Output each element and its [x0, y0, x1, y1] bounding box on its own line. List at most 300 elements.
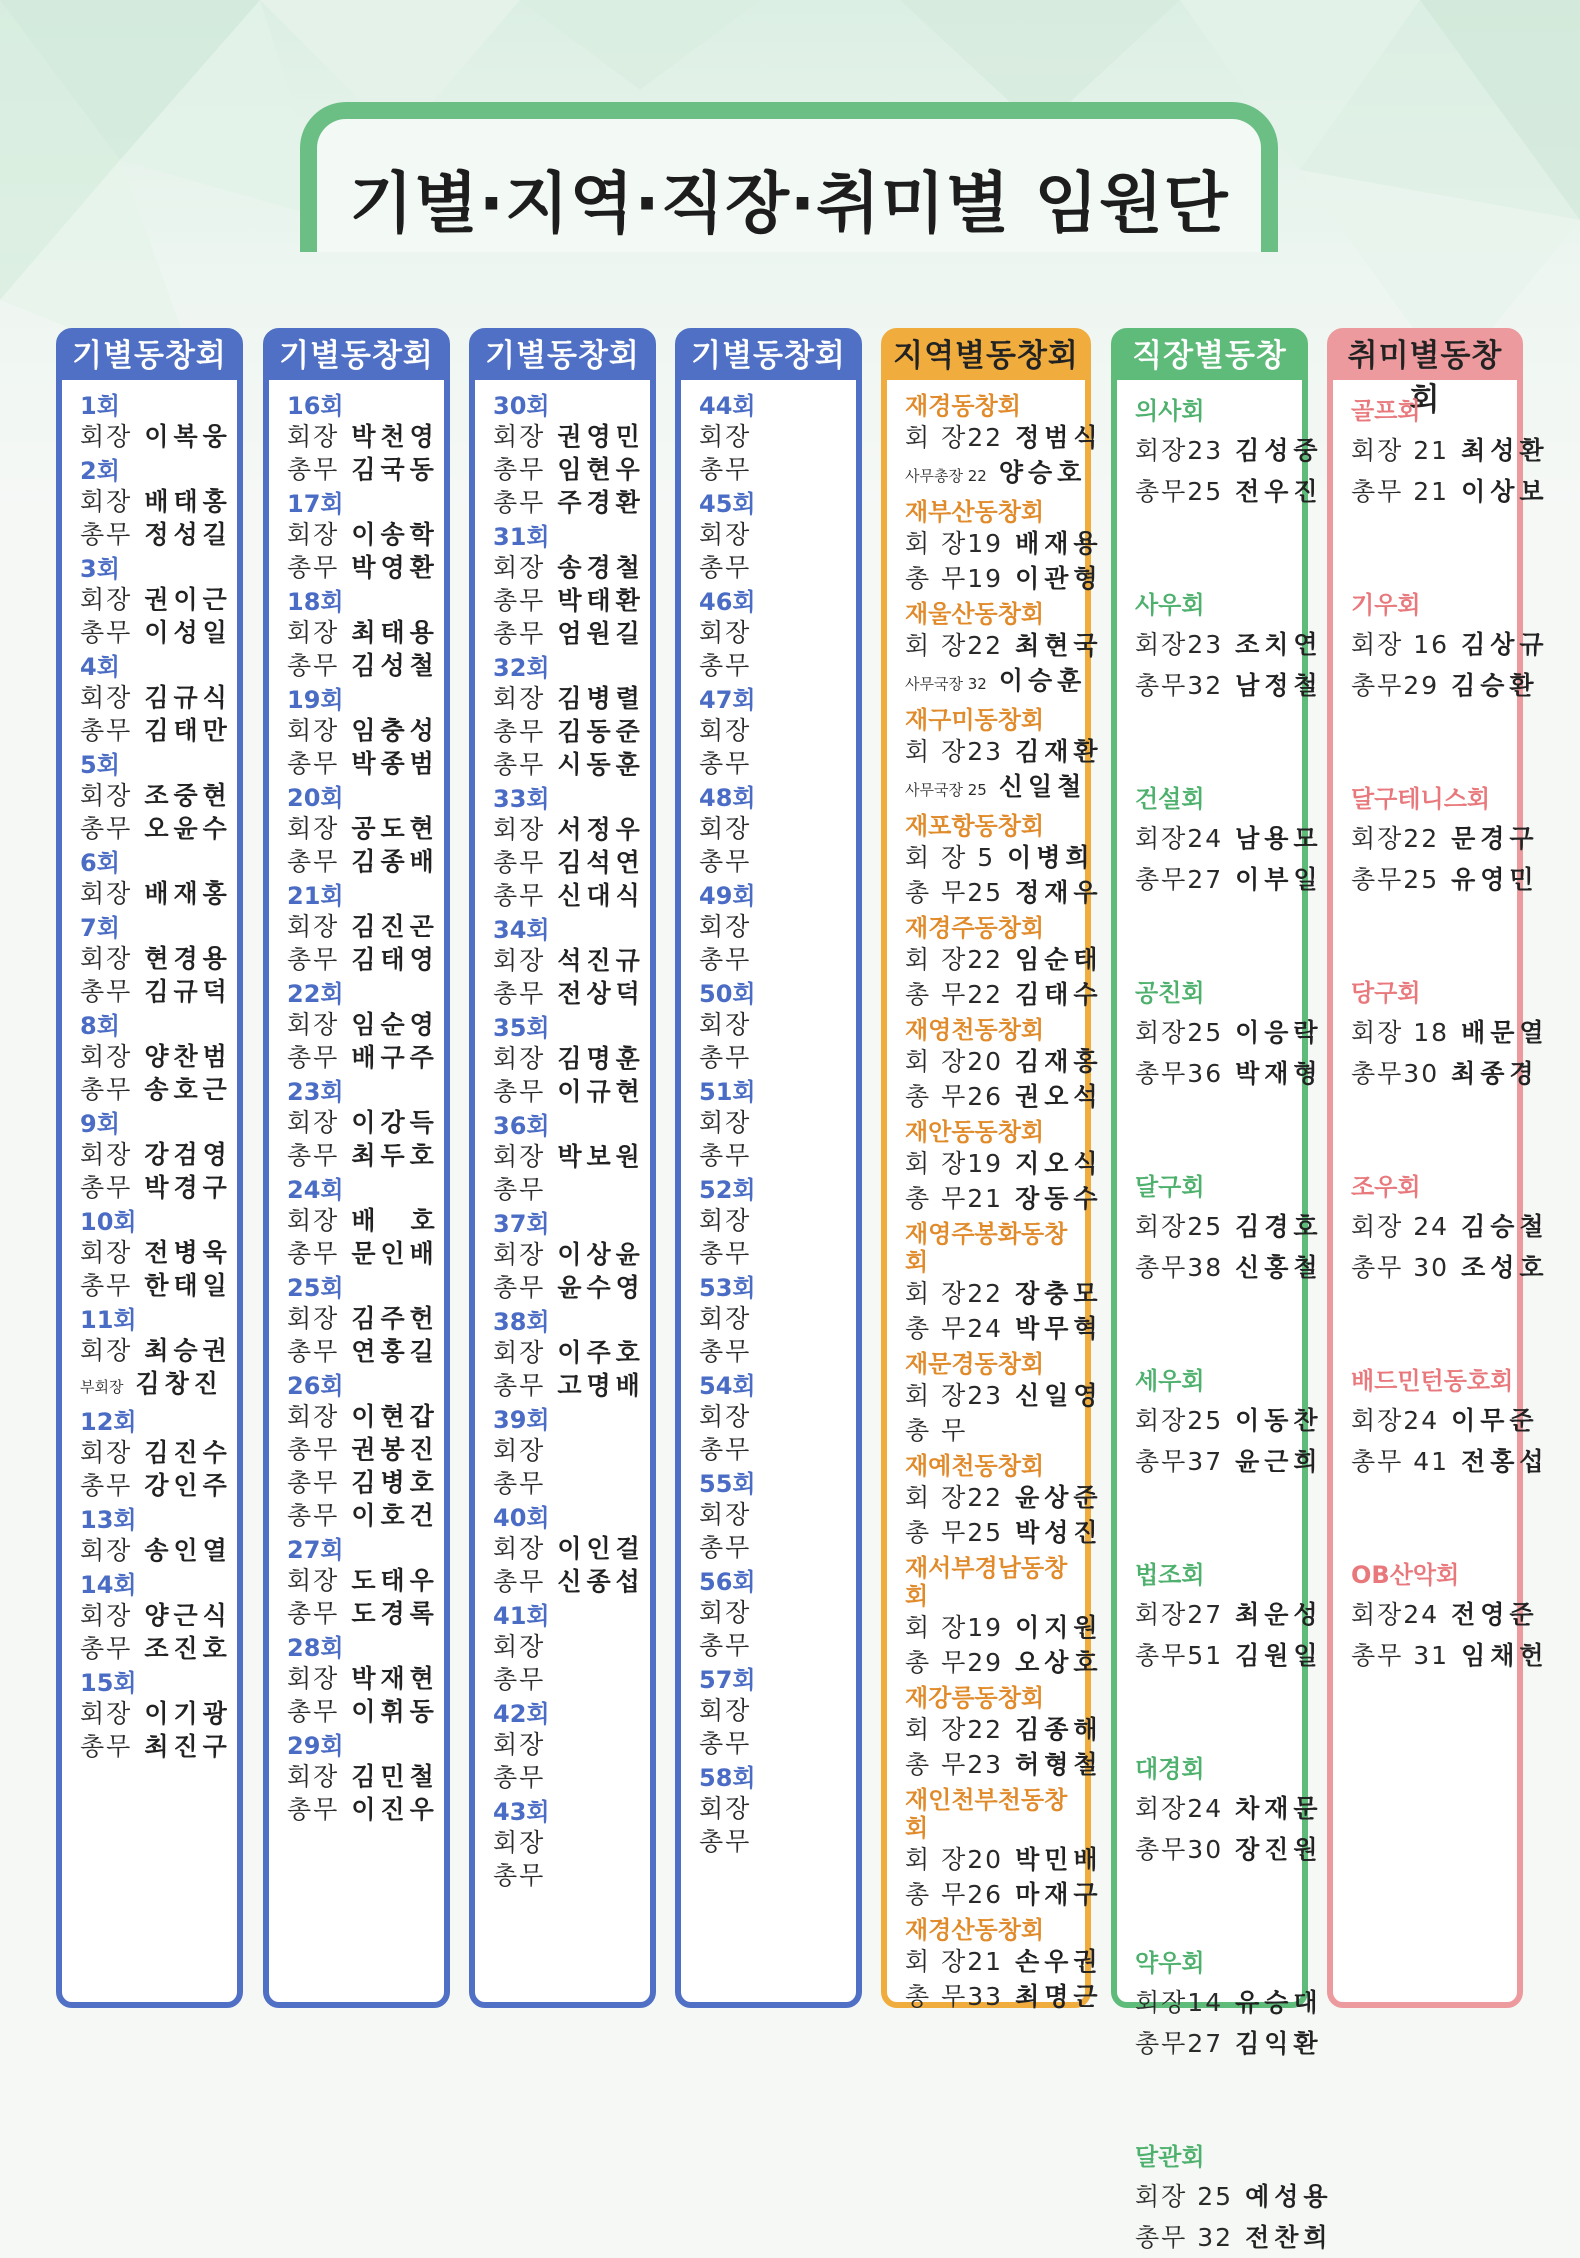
officer-name: 조중현	[144, 781, 232, 810]
officer-group	[493, 392, 650, 519]
officer-row	[1135, 1635, 1323, 1676]
officer-group	[287, 1176, 444, 1270]
column-header: 기별동창회	[475, 334, 650, 380]
officer-group	[493, 1602, 650, 1696]
column-header: 기별동창회	[681, 334, 856, 380]
officer-row	[493, 1467, 650, 1500]
officer-role: 회장	[287, 814, 340, 843]
officer-name: 김병호	[351, 1468, 439, 1497]
officer-name: 최두호	[351, 1141, 439, 1170]
officer-role: 총 무19	[905, 564, 1004, 593]
officer-name: 김태수	[1015, 980, 1103, 1009]
officer-name: 이규현	[557, 1077, 645, 1106]
officer-row	[1351, 471, 1549, 512]
officer-name: 문경구	[1451, 824, 1539, 853]
officer-row	[493, 1859, 650, 1892]
officer-row	[905, 1079, 1103, 1114]
officer-row	[287, 616, 444, 649]
officer-role: 회장	[699, 1794, 752, 1823]
officer-row	[287, 1793, 444, 1826]
officer-role: 총무	[80, 1732, 133, 1761]
officer-role: 총무	[287, 1337, 340, 1366]
officer-row	[905, 1747, 1103, 1782]
officer-row	[493, 551, 650, 584]
officer-row	[287, 910, 444, 943]
officer-role: 회장	[493, 1142, 546, 1171]
officer-group	[287, 686, 444, 780]
officer-role: 총무	[287, 749, 340, 778]
officer-role: 총무	[699, 1631, 752, 1660]
officer-row	[287, 747, 444, 780]
officer-role: 회장	[287, 716, 340, 745]
officer-role: 총무	[287, 945, 340, 974]
group-name: 재안동동창회	[905, 1118, 1045, 1146]
officer-name: 차재문	[1235, 1794, 1323, 1823]
officer-name: 송호근	[144, 1075, 232, 1104]
officer-role: 총 무22	[905, 980, 1004, 1009]
officer-role: 총무	[287, 1795, 340, 1824]
officer-row	[1135, 624, 1323, 665]
officer-name: 김창진	[135, 1369, 223, 1398]
group-name: 41회	[493, 1602, 550, 1630]
officer-role: 총무	[699, 1337, 752, 1366]
group-name: 22회	[287, 980, 344, 1008]
officer-name: 장진원	[1235, 1835, 1323, 1864]
officer-role: 부회장	[80, 1378, 124, 1396]
officer-row	[1351, 1635, 1549, 1676]
officer-name: 임채헌	[1461, 1641, 1549, 1670]
officer-row	[905, 663, 1085, 702]
group-name: 재부산동창회	[905, 498, 1045, 526]
officer-name: 김진수	[144, 1438, 232, 1467]
officer-role: 총무	[287, 1239, 340, 1268]
officer-row	[287, 1466, 444, 1499]
officer-row	[493, 846, 650, 879]
officer-name: 전영준	[1451, 1600, 1539, 1629]
group-name: 51회	[699, 1078, 756, 1106]
officer-row	[1351, 1594, 1539, 1635]
officer-role: 회장	[493, 1534, 546, 1563]
group-name: 46회	[699, 588, 756, 616]
officer-role: 회장	[287, 1108, 340, 1137]
officer-row	[493, 1630, 650, 1663]
officer-row	[699, 943, 856, 976]
officer-role: 총 무29	[905, 1648, 1004, 1677]
officer-name: 송경철	[557, 553, 645, 582]
group-name: 조우회	[1351, 1173, 1421, 1201]
officer-group	[905, 914, 1103, 1012]
officer-role: 총무	[493, 1469, 546, 1498]
officer-row	[699, 420, 856, 453]
group-name: 사우회	[1135, 591, 1205, 619]
officer-group	[80, 1506, 237, 1567]
officer-role: 회장25	[1135, 1018, 1224, 1047]
group-name: 6회	[80, 849, 120, 877]
officer-group	[905, 1016, 1103, 1114]
officer-row	[287, 1760, 444, 1793]
officer-role: 회장	[493, 1044, 546, 1073]
officer-role: 회장	[699, 1108, 752, 1137]
group-name: 재예천동창회	[905, 1452, 1045, 1480]
officer-row	[905, 561, 1103, 596]
officer-row	[287, 1008, 444, 1041]
group-name: 42회	[493, 1700, 550, 1728]
officer-role: 회장24	[1135, 1794, 1224, 1823]
officer-role: 총무	[699, 749, 752, 778]
officer-name: 최현국	[1015, 631, 1103, 660]
officer-name: 유영민	[1451, 865, 1539, 894]
officer-group	[699, 980, 856, 1074]
officer-role: 회장 21	[1351, 436, 1450, 465]
officer-role: 회 장19	[905, 529, 1004, 558]
officer-role: 회장25	[1135, 1406, 1224, 1435]
officer-role: 회장	[80, 1438, 133, 1467]
group-name: 재서부경남동창회	[905, 1554, 1068, 1610]
group-name: 40회	[493, 1504, 550, 1532]
officer-row	[1351, 1441, 1549, 1482]
officer-name: 박재형	[1235, 1059, 1323, 1088]
officer-row	[493, 1042, 650, 1075]
officer-role: 회장	[699, 716, 752, 745]
officer-row	[905, 734, 1103, 769]
officer-name: 서정우	[557, 815, 645, 844]
officer-row	[905, 977, 1103, 1012]
officer-group	[493, 1308, 650, 1402]
officer-row	[493, 748, 650, 781]
officer-role: 회장25	[1135, 1212, 1224, 1241]
column-4	[675, 328, 862, 2008]
group-name: 의사회	[1135, 397, 1205, 425]
group-name: 15회	[80, 1669, 137, 1697]
officer-name: 신종섭	[557, 1567, 645, 1596]
officer-row	[1135, 2023, 1323, 2064]
officer-role: 총무	[699, 1239, 752, 1268]
group-name: 법조회	[1135, 1561, 1205, 1589]
officer-group	[80, 1571, 237, 1665]
officer-row	[493, 1532, 650, 1565]
officer-role: 총무	[80, 1075, 133, 1104]
officer-role: 회장	[80, 487, 133, 516]
officer-role: 회장24	[1351, 1600, 1440, 1629]
officer-role: 총무	[699, 553, 752, 582]
officer-name: 최명근	[1015, 1982, 1103, 2011]
officer-role: 총무	[493, 1665, 546, 1694]
officer-name: 유승대	[1235, 1988, 1323, 2017]
officer-name: 양찬범	[144, 1042, 232, 1071]
officer-name: 김규덕	[144, 977, 232, 1006]
officer-role: 회 장22	[905, 1483, 1004, 1512]
officer-role: 총무	[493, 848, 546, 877]
officer-role: 회장 16	[1351, 630, 1450, 659]
officer-name: 김명훈	[557, 1044, 645, 1073]
officer-row	[1351, 665, 1539, 706]
officer-row	[1135, 1829, 1323, 1870]
officer-group	[287, 784, 444, 878]
officer-group	[80, 1408, 237, 1502]
officer-name: 박보원	[557, 1142, 645, 1171]
group-name: 58회	[699, 1764, 756, 1792]
officer-role: 총무	[80, 1271, 133, 1300]
officer-row	[699, 845, 856, 878]
officer-name: 도경록	[351, 1599, 439, 1628]
group-name: 약우회	[1135, 1949, 1205, 1977]
officer-row	[1135, 1012, 1323, 1053]
officer-role: 총무	[493, 1175, 546, 1204]
officer-row	[1351, 1012, 1549, 1053]
officer-name: 김주헌	[351, 1304, 439, 1333]
officer-name: 이기광	[144, 1699, 232, 1728]
officer-group	[699, 1568, 856, 1662]
officer-row	[699, 1433, 856, 1466]
officer-role: 회장 18	[1351, 1018, 1450, 1047]
officer-role: 총무	[493, 881, 546, 910]
officer-row	[80, 779, 237, 812]
officer-name: 배구주	[351, 1043, 439, 1072]
officer-name: 김석연	[557, 848, 645, 877]
officer-row	[1135, 665, 1323, 706]
group-name: 45회	[699, 490, 756, 518]
officer-name: 최성환	[1461, 436, 1549, 465]
officer-role: 회장	[287, 422, 340, 451]
group-name: 7회	[80, 914, 120, 942]
group-name: 재포항동창회	[905, 812, 1045, 840]
group-name: 14회	[80, 1571, 137, 1599]
officer-role: 총무32	[1135, 671, 1224, 700]
officer-role: 총무	[287, 455, 340, 484]
officer-row	[287, 1597, 444, 1630]
column-5	[881, 328, 1103, 2011]
officer-role: 회장	[287, 1664, 340, 1693]
officer-role: 총무	[287, 651, 340, 680]
officer-role: 회장	[80, 1336, 133, 1365]
officer-name: 배태홍	[144, 487, 232, 516]
officer-row	[905, 875, 1103, 910]
group-name: 16회	[287, 392, 344, 420]
officer-row	[905, 628, 1103, 663]
officer-name: 신일영	[1015, 1381, 1103, 1410]
officer-role: 총무	[80, 1173, 133, 1202]
officer-group	[1135, 1750, 1323, 1870]
officer-role: 총무25	[1351, 865, 1440, 894]
group-name: 건설회	[1135, 785, 1205, 813]
officer-row	[699, 551, 856, 584]
officer-name: 배재홍	[144, 879, 232, 908]
group-name: 19회	[287, 686, 344, 714]
officer-row	[1351, 624, 1549, 665]
officer-role: 회장	[493, 946, 546, 975]
officer-group	[493, 654, 650, 781]
officer-role: 총무27	[1135, 2029, 1224, 2058]
officer-role: 회장23	[1135, 436, 1224, 465]
officer-name: 엄원길	[557, 619, 645, 648]
officer-role: 총무51	[1135, 1641, 1224, 1670]
officer-role: 회장	[80, 585, 133, 614]
officer-role: 회장	[80, 1601, 133, 1630]
officer-role: 회장	[80, 683, 133, 712]
officer-row	[287, 1564, 444, 1597]
officer-group	[699, 588, 856, 682]
group-name: 달관회	[1135, 2143, 1205, 2171]
officer-group	[1351, 1362, 1549, 1482]
officer-row	[80, 1138, 237, 1171]
officer-group	[905, 498, 1103, 596]
officer-group	[1135, 1556, 1323, 1676]
officer-row	[905, 1645, 1103, 1680]
officer-name: 이부일	[1235, 865, 1323, 894]
officer-row	[905, 1944, 1103, 1979]
officer-role: 총무	[493, 586, 546, 615]
officer-role: 회장	[493, 422, 546, 451]
officer-name: 조치연	[1235, 630, 1323, 659]
officer-row	[905, 840, 1095, 875]
officer-role: 총무	[287, 553, 340, 582]
officer-row	[493, 1140, 650, 1173]
officer-role: 회장	[287, 1402, 340, 1431]
group-name: 44회	[699, 392, 756, 420]
officer-role: 총무30	[1135, 1835, 1224, 1864]
officer-role: 총무	[80, 977, 133, 1006]
officer-row	[699, 1237, 856, 1270]
officer-row	[699, 1498, 856, 1531]
officer-row	[493, 977, 650, 1010]
officer-row	[287, 453, 444, 486]
officer-role: 사무국장 32	[905, 675, 987, 693]
officer-row	[699, 1041, 856, 1074]
officer-role: 총무	[287, 1435, 340, 1464]
officer-role: 총무	[699, 1435, 752, 1464]
officer-role: 회 장22	[905, 1279, 1004, 1308]
officer-name: 이복웅	[144, 422, 232, 451]
officer-role: 총무	[493, 979, 546, 1008]
group-name: 8회	[80, 1012, 120, 1040]
officer-role: 회장	[287, 520, 340, 549]
officer-role: 회 장21	[905, 1947, 1004, 1976]
officer-row	[905, 1146, 1103, 1181]
officer-role: 총무	[287, 1468, 340, 1497]
officer-group	[80, 1306, 237, 1404]
officer-role: 총무	[287, 1697, 340, 1726]
officer-role: 회장	[699, 1304, 752, 1333]
group-name: 1회	[80, 392, 120, 420]
officer-row	[1135, 1053, 1323, 1094]
officer-row	[80, 681, 237, 714]
officer-role: 회장	[80, 1042, 133, 1071]
officer-role: 회 장22	[905, 945, 1004, 974]
officer-name: 최승권	[144, 1336, 232, 1365]
group-name: 17회	[287, 490, 344, 518]
officer-role: 총무 41	[1351, 1447, 1450, 1476]
officer-row	[493, 486, 650, 519]
column-header: 지역별동창회	[887, 334, 1085, 380]
group-name: 골프회	[1351, 397, 1421, 425]
group-name: 재울산동창회	[905, 600, 1045, 628]
officer-role: 사무국장 25	[905, 781, 987, 799]
officer-row	[905, 1610, 1103, 1645]
officer-group	[699, 1764, 856, 1858]
officer-group	[905, 1350, 1103, 1448]
group-name: 2회	[80, 457, 120, 485]
officer-group	[905, 1916, 1103, 2014]
officer-role: 회 장 5	[905, 843, 996, 872]
officer-role: 총무	[287, 1141, 340, 1170]
officer-row	[1135, 1247, 1323, 1288]
officer-role: 회장	[287, 1762, 340, 1791]
officer-name: 장동수	[1015, 1184, 1103, 1213]
officer-name: 박경구	[144, 1173, 232, 1202]
officer-name: 최운성	[1235, 1600, 1323, 1629]
officer-role: 회 장19	[905, 1149, 1004, 1178]
officer-row	[80, 1599, 237, 1632]
officer-row	[80, 1171, 237, 1204]
officer-group	[287, 980, 444, 1074]
officer-name: 윤수영	[557, 1273, 645, 1302]
officer-role: 총무 21	[1351, 477, 1450, 506]
officer-role: 총무	[699, 945, 752, 974]
officer-row	[287, 1695, 444, 1728]
officer-row	[287, 714, 444, 747]
officer-row	[80, 420, 237, 453]
officer-row	[699, 714, 856, 747]
officer-row	[493, 617, 650, 650]
officer-group	[287, 588, 444, 682]
officer-row	[905, 1712, 1103, 1747]
officer-row	[287, 1400, 444, 1433]
officer-name: 김승환	[1451, 671, 1539, 700]
officer-row	[80, 1632, 237, 1665]
officer-row	[699, 1825, 856, 1858]
officer-role: 회장	[699, 1500, 752, 1529]
officer-group	[493, 1014, 650, 1108]
officer-group	[699, 1078, 856, 1172]
officer-row	[699, 1400, 856, 1433]
officer-group	[287, 1372, 444, 1532]
officer-name: 남용모	[1235, 824, 1323, 853]
officer-group	[905, 1452, 1103, 1550]
officer-row	[287, 812, 444, 845]
officer-row	[1135, 1982, 1323, 2023]
officer-role: 회장 24	[1351, 1212, 1450, 1241]
officer-role: 총무 30	[1351, 1253, 1450, 1282]
officer-row	[905, 1979, 1103, 2014]
officer-row	[905, 1413, 1085, 1448]
officer-role: 총 무25	[905, 878, 1004, 907]
officer-group	[1351, 974, 1549, 1094]
officer-role: 총무27	[1135, 865, 1224, 894]
group-name: 재경산동창회	[905, 1916, 1045, 1944]
officer-row	[493, 584, 650, 617]
officer-role: 총 무26	[905, 1082, 1004, 1111]
group-name: 56회	[699, 1568, 756, 1596]
group-name: 27회	[287, 1536, 344, 1564]
officer-group	[905, 392, 1103, 494]
group-name: 재구미동창회	[905, 706, 1045, 734]
officer-row	[905, 1480, 1103, 1515]
officer-role: 총무29	[1351, 671, 1440, 700]
officer-row	[493, 879, 650, 912]
officer-name: 이성일	[144, 618, 232, 647]
officer-group	[80, 1669, 237, 1763]
column-header: 기별동창회	[62, 334, 237, 380]
officer-group	[80, 1208, 237, 1302]
officer-row	[905, 420, 1103, 455]
officer-role: 총무	[493, 488, 546, 517]
officer-row	[905, 1181, 1103, 1216]
officer-name: 이호건	[351, 1501, 439, 1530]
officer-row	[905, 1044, 1103, 1079]
officer-row	[287, 1662, 444, 1695]
group-name: 기우회	[1351, 591, 1421, 619]
column-3	[469, 328, 656, 2008]
